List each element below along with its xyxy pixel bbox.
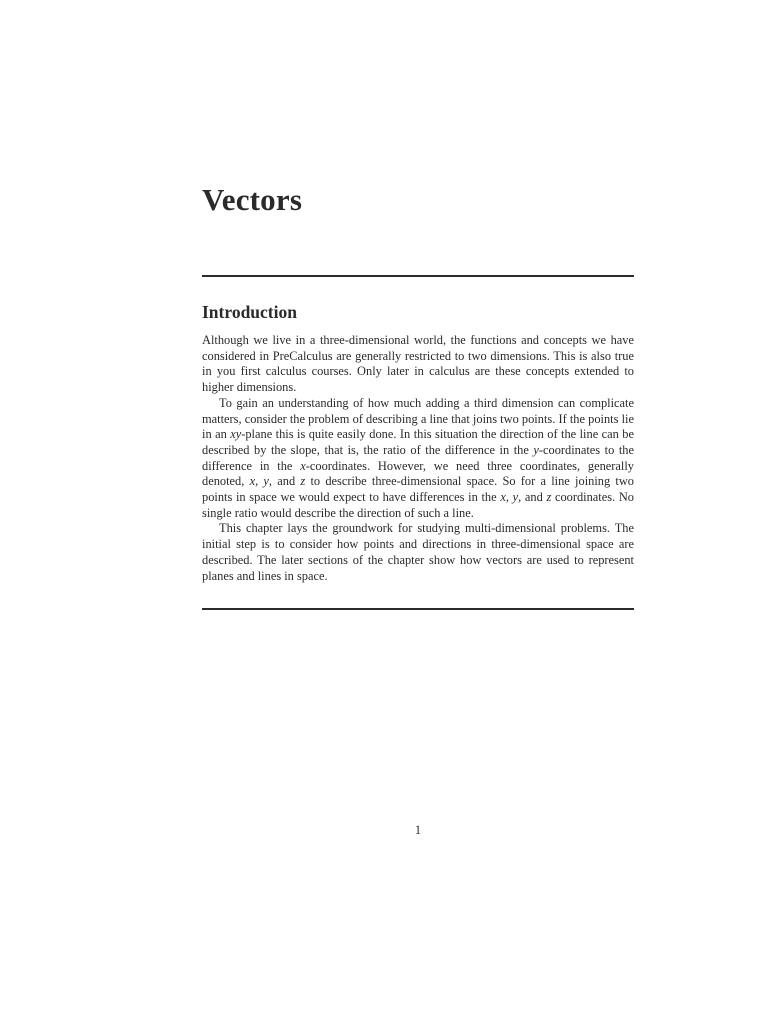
text-run: ,	[505, 490, 513, 505]
text-run: ,	[255, 474, 264, 489]
introduction-body	[202, 333, 634, 584]
text-run: -coordinates. However, we need three coordinates, generally denoted,	[202, 458, 635, 489]
top-rule	[202, 275, 634, 277]
math-variable: x	[249, 474, 256, 489]
math-variable: y	[533, 442, 539, 457]
text-run: , and	[268, 474, 301, 489]
text-run: -coordinates to the difference in the	[202, 442, 635, 473]
section-heading: Introduction	[202, 302, 297, 322]
math-variable: z	[300, 474, 306, 489]
text-run: , and	[518, 490, 547, 505]
math-variable: xy	[230, 427, 242, 442]
math-variable: x	[300, 458, 306, 473]
math-variable: y	[263, 474, 269, 489]
bottom-rule	[202, 608, 634, 610]
math-variable: x	[500, 490, 506, 505]
math-variable: z	[546, 490, 552, 505]
paragraph-2	[202, 396, 634, 522]
math-variable: y	[512, 490, 519, 505]
text-run: -plane this is quite easily done. In this situation the direction of the line can be described by the slope, that is, the ratio of the difference in the	[202, 427, 634, 457]
chapter-title: Vectors	[202, 182, 303, 217]
page-number: 1	[414, 823, 422, 837]
text-run: To gain an understanding of how much adding a third dimension can complicate matters, consider the problem of describing a line that joins two points. If the points lie in an	[202, 395, 634, 442]
paragraph-3: This chapter lays the groundwork for studying multi-dimensional problems. The initial step is to consider how points and directions in three-dimensional space are described. The later sections of the chapter show how vectors are used to represent planes and lines in space.	[202, 521, 634, 583]
paragraph-1: Although we live in a three-dimensional world, the functions and concepts we have considered in PreCalculus are generally restricted to two dimensions. This is also true in you first calculus courses. Only later in calculus are these concepts extended to higher dimensions.	[202, 333, 634, 395]
text-run: to describe three-dimensional space. So for a line joining two points in space we would expect to have differences in the	[202, 474, 634, 505]
text-run: coordinates. No single ratio would describe the direction of such a line.	[202, 490, 634, 520]
